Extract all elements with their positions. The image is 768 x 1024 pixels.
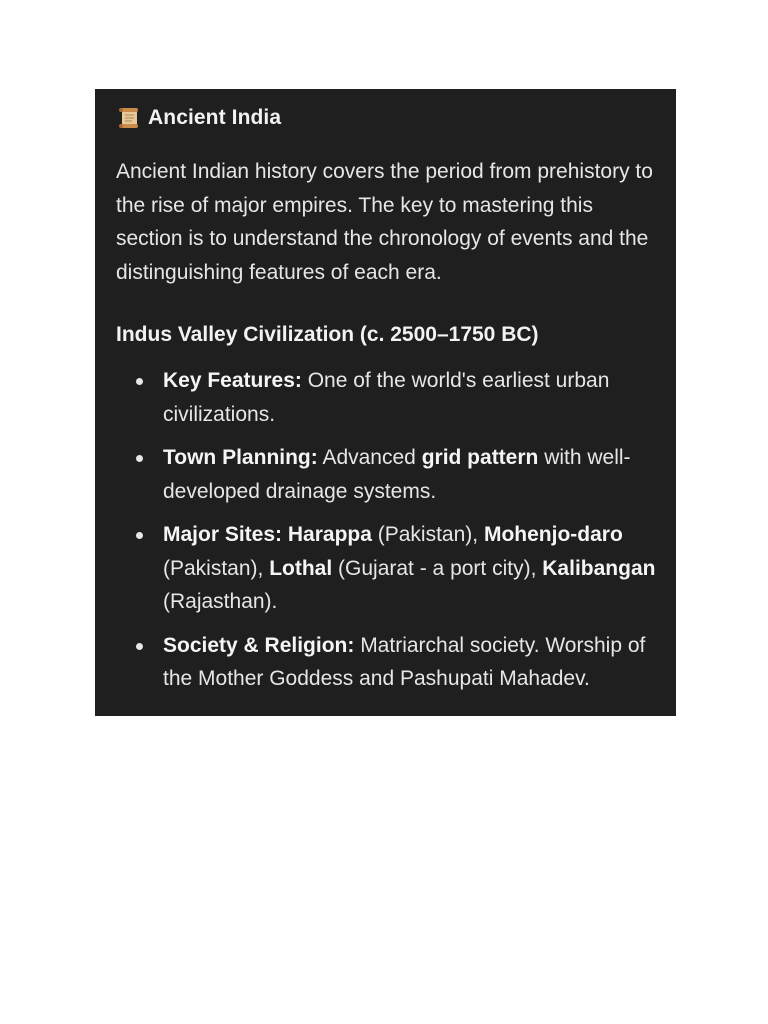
bullet-dot: [136, 455, 143, 462]
scroll-icon: [116, 105, 142, 131]
list-item-major-sites: [116, 518, 666, 619]
site-note: (Rajasthan).: [163, 590, 278, 613]
bullet-text: Advanced: [317, 446, 422, 469]
site-kalibangan: Kalibangan: [542, 556, 656, 580]
content-card: [95, 89, 676, 716]
bullet-dot: [136, 643, 143, 650]
site-harappa: Harappa: [287, 523, 372, 546]
site-note: (Gujarat - a port city),: [332, 556, 543, 580]
site-note: (Pakistan),: [163, 556, 270, 580]
site-mohenjo-daro: Mohenjo-daro: [483, 523, 623, 546]
list-item-key-features: [116, 364, 666, 431]
bullet-text: One of the world's earliest urban civilizations.: [163, 369, 610, 426]
card-title: Ancient India: [148, 106, 282, 129]
list-item-society-religion: [116, 629, 666, 696]
bullet-dot: [136, 378, 143, 385]
site-note: (Pakistan),: [371, 523, 484, 546]
bullet-label: Society & Religion:: [163, 633, 355, 657]
bullet-emphasis: grid pattern: [421, 446, 539, 469]
section-heading: Indus Valley Civilization (c. 2500–1750 BC): [116, 323, 539, 346]
bullet-label: Town Planning:: [163, 446, 318, 469]
feature-list: [116, 364, 666, 706]
bullet-text: with well-developed drainage systems.: [163, 446, 631, 503]
list-item-town-planning: [116, 441, 666, 508]
site-lothal: Lothal: [269, 556, 333, 580]
bullet-label: Key Features:: [163, 369, 302, 392]
bullet-label: Major Sites:: [163, 523, 283, 546]
card-header: [116, 105, 281, 131]
bullet-dot: [136, 532, 143, 539]
intro-paragraph: Ancient Indian history covers the period from prehistory to the rise of major empires. The key to mastering this section is to understand the chronology of events and the distinguishing features of each era.: [116, 160, 653, 284]
bullet-text: Matriarchal society. Worship of the Mother Goddess and Pashupati Mahadev.: [163, 633, 646, 690]
